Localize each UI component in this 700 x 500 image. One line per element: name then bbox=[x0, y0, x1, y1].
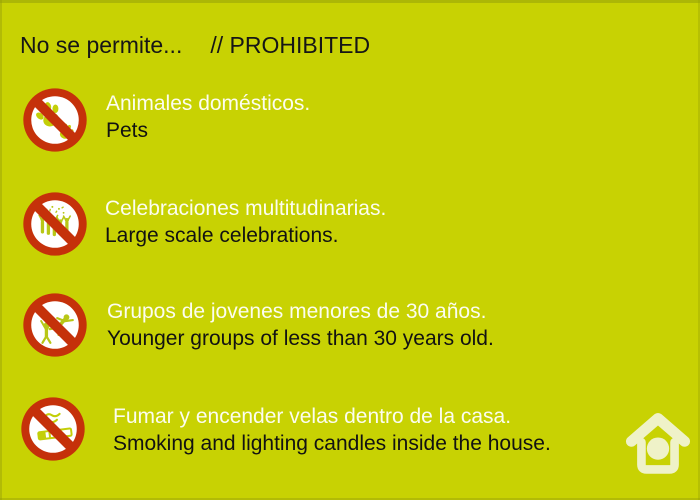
house-icon bbox=[622, 408, 694, 482]
item-smoking-spanish: Fumar y encender velas dentro de la casa. bbox=[113, 405, 512, 428]
no-pets-icon bbox=[22, 87, 88, 153]
title-spanish: No se permite... bbox=[20, 32, 183, 58]
item-celebrations-english: Large scale celebrations. bbox=[105, 224, 339, 247]
no-smoking-candles-icon bbox=[20, 396, 86, 462]
item-youth-groups-spanish: Grupos de jovenes menores de 30 años. bbox=[107, 300, 487, 323]
item-smoking-english: Smoking and lighting candles inside the house. bbox=[113, 432, 551, 455]
item-celebrations-spanish: Celebraciones multitudinarias. bbox=[105, 197, 387, 220]
item-pets-english: Pets bbox=[106, 119, 149, 142]
item-youth-groups-english: Younger groups of less than 30 years old. bbox=[107, 327, 494, 350]
item-celebrations-text bbox=[105, 195, 386, 249]
no-youth-groups-icon bbox=[22, 292, 88, 358]
item-youth-groups-text bbox=[107, 298, 494, 352]
title-english: // PROHIBITED bbox=[210, 32, 371, 58]
page-title bbox=[20, 32, 370, 59]
no-crowd-celebration-icon bbox=[22, 191, 88, 257]
item-smoking-text bbox=[113, 403, 551, 457]
item-pets-spanish: Animales domésticos. bbox=[106, 92, 311, 115]
item-pets-text bbox=[106, 90, 310, 144]
